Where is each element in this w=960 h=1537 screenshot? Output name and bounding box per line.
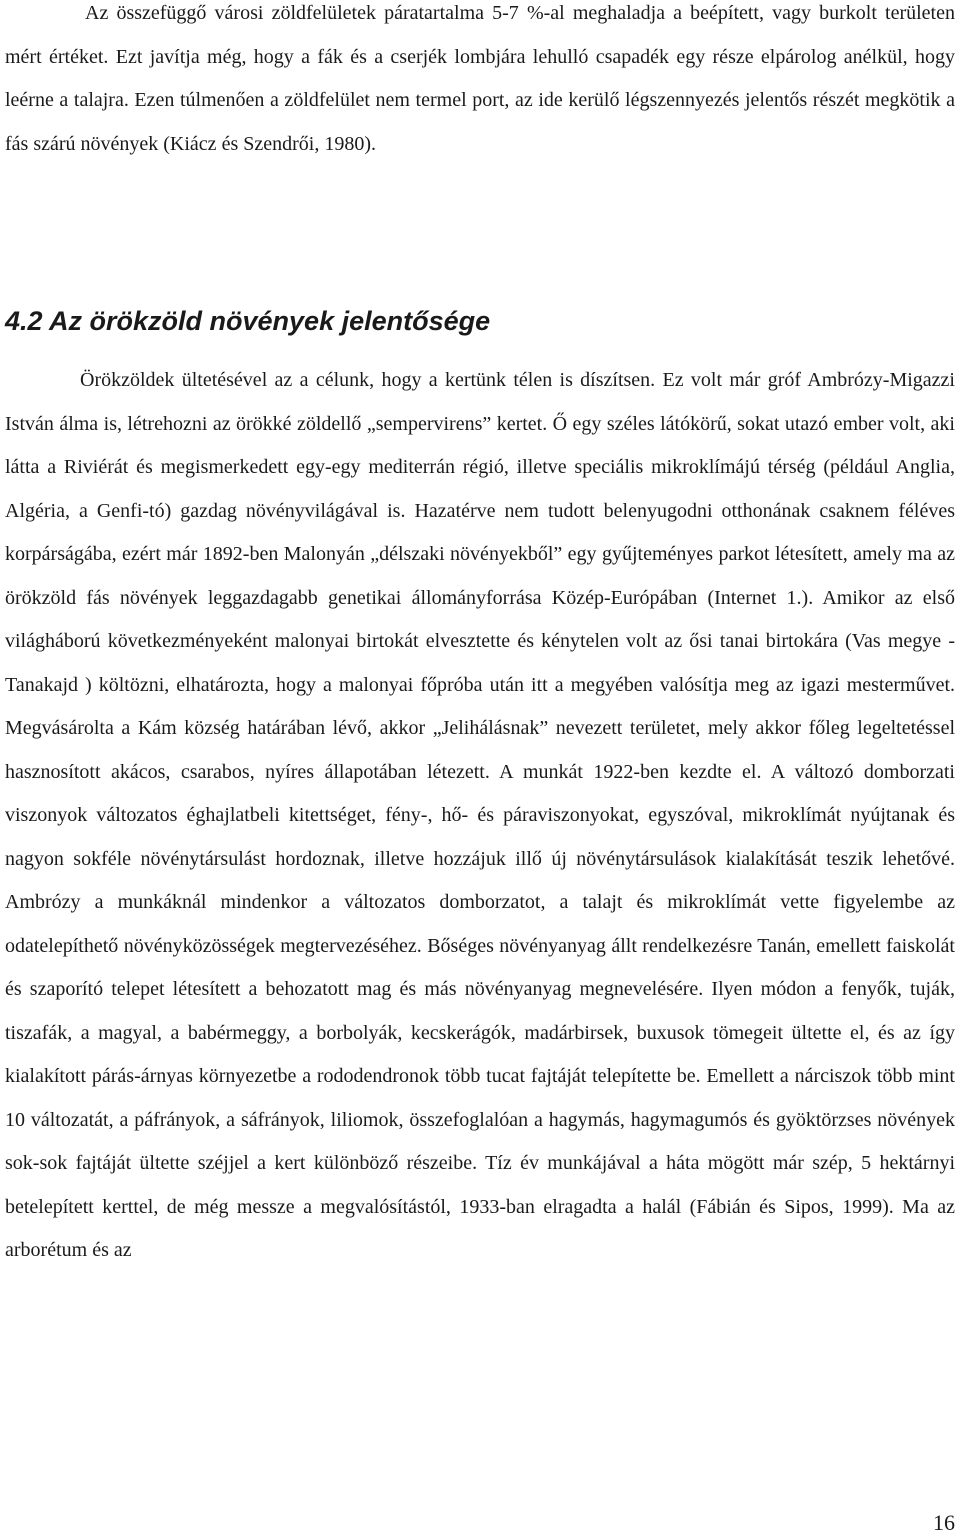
body-paragraph-intro: Az összefüggő városi zöldfelületek páratartalma 5-7 %-al meghaladja a beépített, vagy burkolt területen mért értéket. Ezt javítja még, hogy a fák és a cserjék lombjára lehulló csapadék egy része elpárolog anélkül, hogy leérne a talajra. Ezen túlmenően a zöldfelület nem termel port, az ide kerülő légszennyezés jelentős részét megkötik a fás szárú növények (Kiácz és Szendrői, 1980). bbox=[5, 2, 955, 155]
body-paragraph-evergreens: Örökzöldek ültetésével az a célunk, hogy a kertünk télen is díszítsen. Ez volt már gróf Ambrózy-Migazzi István álma is, létrehozni az örökké zöldellő „sempervirens” kertet. Ő egy széles látókörű, sokat utazó ember volt, aki látta a Riviérát és megismerkedett egy-egy mediterrán régió, illetve speciális mikroklímájú térség (például Anglia, Algéria, a Genfi-tó) gazdag növényvilágával is. Hazatérve nem tudott belenyugodni otthonának csaknem féléves korpárságába, ezért már 1892-ben Malonyán „délszaki növényekből” egy gyűjteményes parkot létesített, amely ma az örökzöld fás növények leggazdagabb genetikai állományforrása Közép-Európában (Internet 1.). Amikor az első világháború következményeként malonyai birtokát elvesztette és kénytelen volt az ősi tanai birtokára (Vas megye - Tanakajd ) költözni, elhatározta, hogy a malonyai főpróba után itt a megyében valósítja meg az igazi mesterművet. Megvásárolta a Kám község határában lévő, akkor „Jelihálásnak” nevezett területet, mely akkor főleg legeltetéssel hasznosított akácos, csarabos, nyíres állapotában létezett. A munkát 1922-ben kezdte el. A változó domborzati viszonyok változatos éghajlatbeli kitettséget, fény-, hő- és páraviszonyokat, egyszóval, mikroklímát nyújtanak és nagyon sokféle növénytársulást hordoznak, illetve hozzájuk illő új növénytársulások kialakítását teszik lehetővé. Ambrózy a munkáknál mindenkor a változatos domborzatot, a talajt és mikroklímát vette figyelembe az odatelepíthető növényközösségek megtervezéséhez. Bőséges növényanyag állt rendelkezésre Tanán, emellett faiskolát és szaporító telepet létesített a behozatott mag és más növényanyag megnevelésére. Ilyen módon a fenyők, tuják, tiszafák, a magyal, a babérmeggy, a borbolyák, kecskerágók, madárbirsek, buxusok tömegeit ültette el, és az így kialakított párás-árnyas környezetbe a rododendronok több tucat fajtáját telepítette be. Emellett a nárciszok több mint 10 változatát, a páfrányok, a sáfrányok, liliomok, összefoglalóan a hagymás, hagymagumós és gyöktörzses növények sok-sok fajtáját ültette széjjel a kert különböző részeibe. Tíz év munkájával a háta mögött már szép, 5 hektárnyi betelepített kerttel, de még messze a megvalósítástól, 1933-ban elragadta a halál (Fábián és Sipos, 1999). Ma az arborétum és az bbox=[5, 369, 955, 1261]
section-heading: 4.2 Az örökzöld növények jelentősége bbox=[5, 306, 491, 336]
page-number: 16 bbox=[933, 1510, 955, 1535]
